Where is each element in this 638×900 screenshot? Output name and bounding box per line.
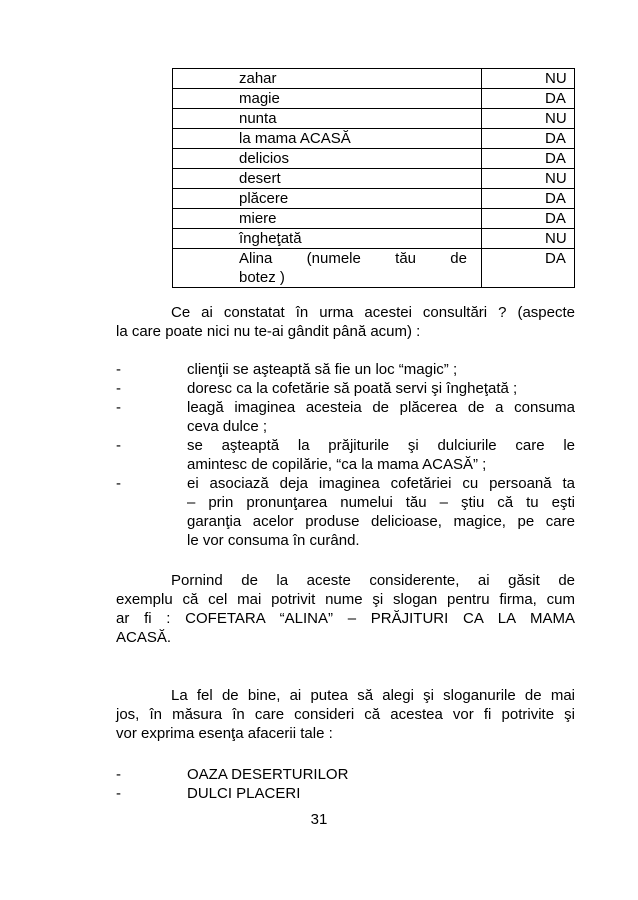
list-item-text: – prin pronunţarea numelui tău – ştiu că tu eşti [187, 494, 575, 511]
word-line: botez ) [239, 269, 285, 286]
table-row [173, 209, 575, 229]
list-item-text: amintesc de copilărie, “ca la mama ACASĂ” ; [187, 456, 487, 473]
list-item [116, 360, 575, 379]
table-row [173, 149, 575, 169]
table-row [173, 229, 575, 249]
list-item-text: garanţia acelor produse delicioase, magice, pe care [187, 513, 575, 530]
word-cell: la mama ACASĂ [173, 129, 482, 149]
findings-list [116, 360, 575, 550]
word-cell: delicios [173, 149, 482, 169]
word-cell: nunta [173, 109, 482, 129]
list-item [116, 784, 575, 803]
answer-cell: NU [482, 69, 575, 89]
table-row [173, 129, 575, 149]
page-number: 31 [310, 811, 328, 828]
table-row [173, 169, 575, 189]
list-item-text: se aşteaptă la prăjiturile şi dulciurile care le [187, 437, 575, 454]
answer-cell: DA [482, 249, 575, 288]
table-row [173, 189, 575, 209]
list-item [116, 398, 575, 436]
answer-cell: NU [482, 229, 575, 249]
text-line: jos, în măsura în care consideri că acestea vor fi potrivite şi [116, 706, 575, 723]
word-line: Alina (numele tău de [239, 250, 467, 267]
list-item [116, 474, 575, 550]
alternatives-paragraph [116, 686, 575, 743]
word-cell: îngheţată [173, 229, 482, 249]
list-item-text: ei asociază deja imaginea cofetăriei cu persoană ta [187, 475, 575, 492]
text-line: exemplu că cel mai potrivit nume şi slogan pentru firma, cum [116, 591, 575, 608]
bullet-dash: - [116, 380, 121, 397]
text-line: la care poate nici nu te-ai gândit până acum) : [116, 323, 421, 340]
list-item-text: doresc ca la cofetărie să poată servi şi îngheţată ; [187, 380, 518, 397]
word-cell: zahar [173, 69, 482, 89]
slogan-text: OAZA DESERTURILOR [187, 766, 349, 783]
text-line: ar fi : COFETARA “ALINA” – PRĂJITURI CA LA MAMA [116, 610, 575, 627]
list-item-text: leagă imaginea acesteia de plăcerea de a consuma [187, 399, 575, 416]
slogan-list [116, 765, 575, 803]
bullet-dash: - [116, 361, 121, 378]
slogan-text: DULCI PLACERI [187, 785, 301, 802]
bullet-dash: - [116, 399, 121, 416]
list-item [116, 379, 575, 398]
word-cell [173, 249, 482, 288]
list-item-text: ceva dulce ; [187, 418, 268, 435]
word-cell: desert [173, 169, 482, 189]
text-line: ACASĂ. [116, 629, 172, 646]
list-item-text: le vor consuma în curând. [187, 532, 360, 549]
answer-cell: DA [482, 89, 575, 109]
bullet-dash: - [116, 437, 121, 454]
table-row [173, 109, 575, 129]
conclusion-paragraph [116, 571, 575, 647]
text-line: La fel de bine, ai putea să alegi şi sloganurile de mai [171, 687, 575, 704]
bullet-dash: - [116, 785, 121, 802]
survey-table [172, 68, 575, 288]
answer-cell: NU [482, 109, 575, 129]
answer-cell: DA [482, 209, 575, 229]
answer-cell: DA [482, 189, 575, 209]
answer-cell: DA [482, 149, 575, 169]
text-line: Ce ai constatat în urma acestei consultări ? (aspecte [171, 304, 575, 321]
bullet-dash: - [116, 766, 121, 783]
table-row [173, 89, 575, 109]
table-row [173, 69, 575, 89]
word-cell: magie [173, 89, 482, 109]
list-item-text: clienţii se aşteaptă să fie un loc “magic” ; [187, 361, 458, 378]
list-item [116, 436, 575, 474]
answer-cell: DA [482, 129, 575, 149]
answer-cell: NU [482, 169, 575, 189]
bullet-dash: - [116, 475, 121, 492]
list-item [116, 765, 575, 784]
intro-paragraph [116, 303, 575, 341]
text-line: vor exprima esenţa afacerii tale : [116, 725, 333, 742]
text-line: Pornind de la aceste considerente, ai găsit de [171, 572, 575, 589]
word-cell: miere [173, 209, 482, 229]
table-row [173, 249, 575, 288]
word-cell: plăcere [173, 189, 482, 209]
